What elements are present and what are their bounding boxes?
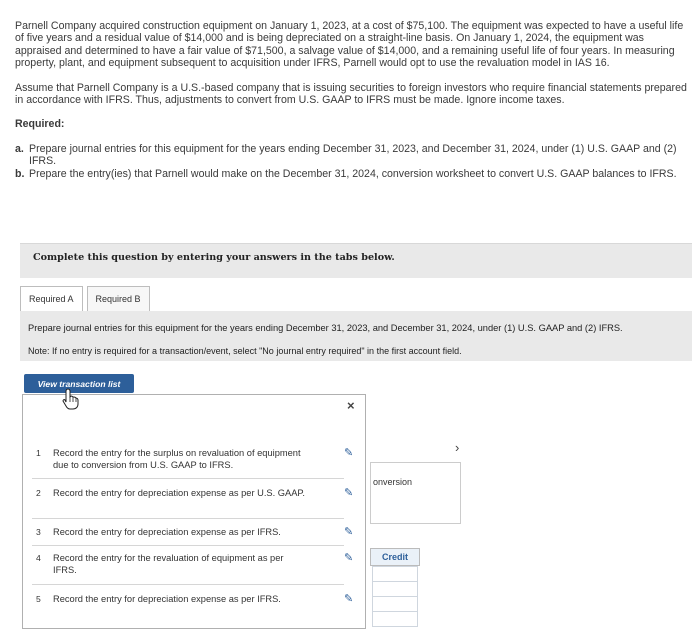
panel-title: Complete this question by entering your answers in the tabs below. [33,252,395,263]
credit-column-header: Credit [370,548,420,566]
hand-cursor-icon [62,388,80,410]
pencil-icon[interactable]: ✎ [344,487,354,499]
tab-required-b[interactable]: Required B [87,286,150,312]
transaction-text: Record the entry for depreciation expense as per U.S. GAAP. [53,488,306,498]
pencil-icon[interactable]: ✎ [344,593,354,605]
required-item-b [15,168,687,180]
instruction-text: Prepare journal entries for this equipment for the years ending December 31, 2023, and December 31, 2024, under (1) U.S. GAAP and (2) IFRS. [28,323,623,333]
credit-cell[interactable] [372,611,418,627]
problem-assumption: Assume that Parnell Company is a U.S.-based company that is issuing securities to foreign investors who require financial statements prepared in accordance with IFRS. Thus, adjustments to convert from U.S. GAAP to IFRS must be made. Ignore income taxes. [15,81,687,107]
transaction-text: Record the entry for depreciation expense as per IFRS. [53,594,281,604]
transaction-text: Record the entry for the surplus on revaluation of equipment due to conversion from U.S. GAAP to IFRS. [53,448,301,470]
background-partial-text: onversion [373,477,413,487]
problem-intro: Parnell Company acquired construction equipment on January 1, 2023, at a cost of $75,100. The equipment was expected to have a useful life of five years and a residual value of $14,000 and is being depreciated on a straight-line basis. On January 1, 2024, the equipment was appraised and determined to have a fair value of $71,500, a salvage value of $14,000, and a remaining useful life of four years. In measuring property, plant, and equipment subsequent to acquisition under IFRS, Parnell would opt to use the revaluation model in IAS 16. [15,20,684,70]
pencil-icon[interactable]: ✎ [344,447,354,459]
tab-instructions [20,311,692,361]
instruction-note: Note: If no entry is required for a transaction/event, select "No journal entry required" in the first account field. [28,346,462,356]
row-divider [32,545,344,546]
tab-bar [20,286,154,312]
pencil-icon[interactable]: ✎ [344,526,354,538]
transaction-text: Record the entry for the revaluation of equipment as per IFRS. [53,553,284,575]
transaction-text: Record the entry for depreciation expense as per IFRS. [53,527,281,537]
transaction-number: 4 [36,553,41,563]
close-icon[interactable]: × [347,398,355,413]
transaction-number: 5 [36,594,41,604]
credit-cell[interactable] [372,566,418,582]
pencil-icon[interactable]: ✎ [344,552,354,564]
required-item-text: Prepare journal entries for this equipment for the years ending December 31, 2023, and December 31, 2024, under (1) U.S. GAAP and (2) IFRS. [29,142,677,168]
tab-required-a[interactable]: Required A [20,286,83,312]
required-heading: Required: [15,118,65,131]
instruction-panel [20,243,692,278]
row-divider [32,478,344,479]
required-item-letter: a. [15,142,24,155]
transaction-number: 1 [36,448,41,458]
transaction-number: 2 [36,488,41,498]
background-worksheet-box [370,462,461,524]
credit-cell[interactable] [372,596,418,612]
transaction-number: 3 [36,527,41,537]
view-transaction-list-button[interactable]: View transaction list [24,374,134,393]
row-divider [32,584,344,585]
required-item-text: Prepare the entry(ies) that Parnell would make on the December 31, 2024, conversion worksheet to convert U.S. GAAP balances to IFRS. [29,167,677,180]
chevron-right-icon[interactable]: › [455,440,460,455]
credit-cell[interactable] [372,581,418,597]
row-divider [32,518,344,519]
problem-statement [15,20,687,180]
required-item-letter: b. [15,167,25,180]
required-item-a [15,143,687,168]
